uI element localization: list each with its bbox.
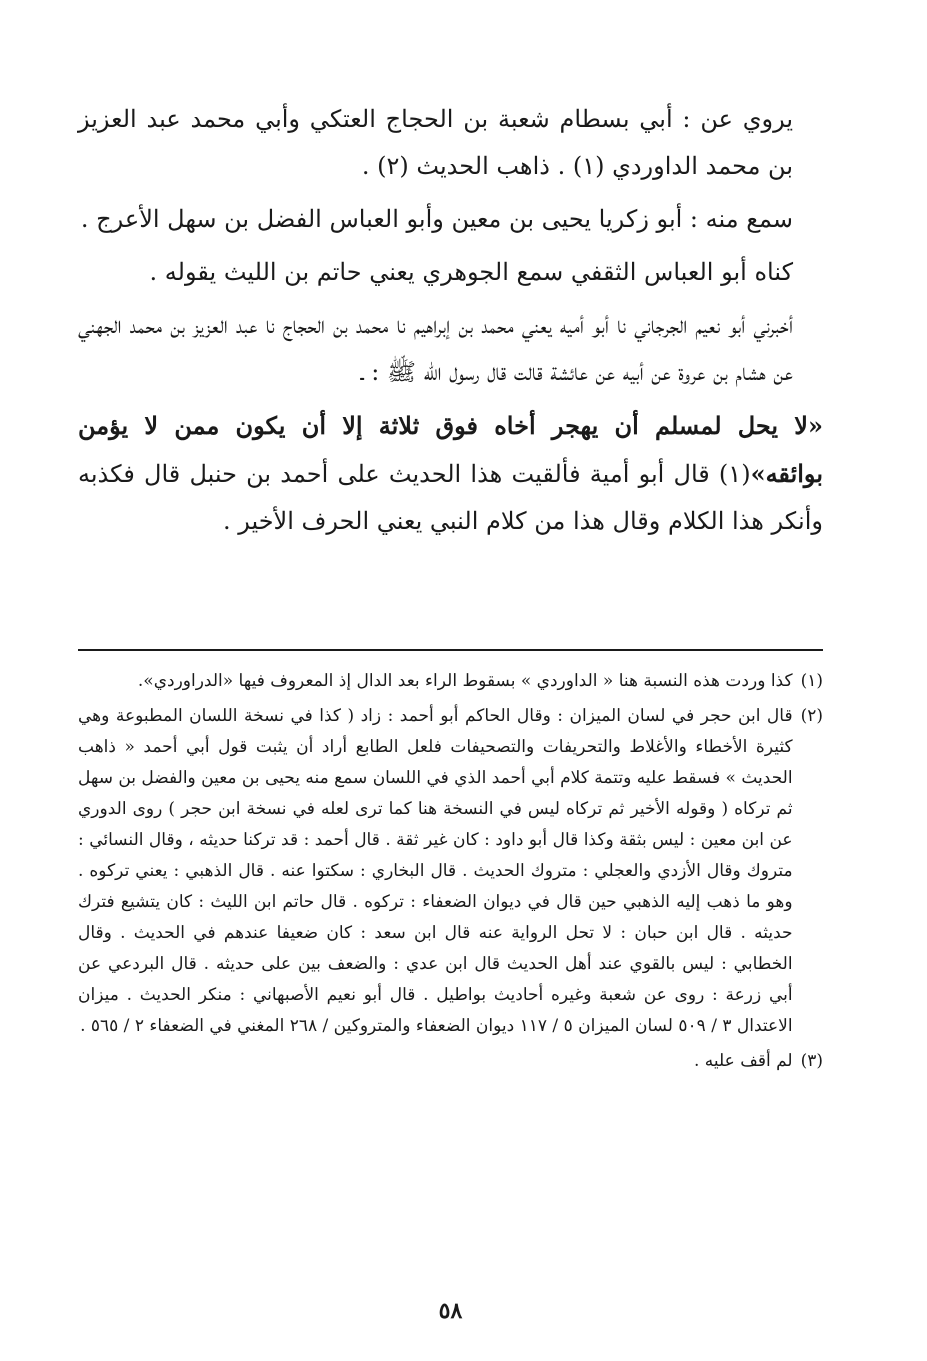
footnote-1: [78, 666, 823, 697]
footnote-number: (٢): [800, 706, 823, 726]
paragraph-isnad: أخبرني أبو نعيم الجرجاني نا أبو أميه يعني محمد بن إبراهيم نا محمد بن الحجاج نا عبد العزيز بن محمد الجهني عن هشام بن عروة عن أبيه عن عائشة قالت قال رسول الله ﷺ : ـ: [78, 311, 793, 386]
footnote-text: كذا وردت هذه النسبة هنا « الداوردي » بسقوط الراء بعد الدال إذ المعروف فيها «الدراوردي».: [137, 671, 793, 691]
paragraph-hadith: [78, 402, 823, 545]
footnote-number: (١): [800, 671, 823, 691]
footnote-text: قال ابن حجر في لسان الميزان : وقال الحاكم أبو أحمد : زاد ( كذا في نسخة اللسان المطبوعة وهي كثيرة الأخطاء والأغلاط والتحريفات والتصحيفات فلعل الطابع أراد أن يثبت قول أبي أحمد « ذاهب الحديث » فسقط عليه وتتمة كلام أبي أحمد الذي في اللسان سمع منه يحيى بن معين والفضل بن سهل ثم تركاه ( وقوله الأخير ثم تركاه ليس في النسخة هنا كما ترى لعله في نسخة ابن حجر ) روى الدوري عن ابن معين : ليس بثقة وكذا قال أبو داود : كان غير ثقة . قال أحمد : قد تركنا حديثه ، وقال النسائي : متروك وقال الأزدي والعجلي : متروك الحديث . قال البخاري : سكتوا عنه . قال الذهبي : يعني تركوه . وهو ما ذهب إليه الذهبي حين قال في ديوان الضعفاء : تركوه . قال حاتم ابن الليث : كان يتشيع فترك حديثه . قال ابن حبان : لا تحل الرواية عنه قال ابن سعد : كان ضعيفا عندهم في الحديث . وقال الخطابي : ليس بالقوي عند أهل الحديث قال ابن عدي : والضعف بين على حديثه . قال البردعي عن أبي زرعة : روى عن شعبة وغيره أحاديث بواطيل . قال أبو نعيم الأصبهاني : منكر الحديث . ميزان الاعتدال ٣ / ٥٠٩ لسان الميزان ٥ / ١١٧ ديوان الضعفاء والمتروكين / ٢٦٨ المغني في الضعفاء ٢ / ٥٦٥ .: [77, 706, 793, 1036]
footnote-number: (٣): [800, 1051, 823, 1071]
paragraph-heard-from: سمع منه : أبو زكريا يحيى بن معين وأبو العباس الفضل بن سهل الأعرج .: [80, 205, 793, 233]
paragraph-kunya: كناه أبو العباس الثقفي سمع الجوهري يعني حاتم بن الليث يقوله .: [149, 258, 793, 286]
footnotes: [78, 666, 823, 1081]
footnote-2: [78, 701, 823, 1042]
footnote-3: [78, 1046, 823, 1077]
page-number: ٥٨: [438, 1298, 463, 1324]
footnote-text: لم أقف عليه .: [694, 1051, 793, 1071]
hadith-text: «لا يحل لمسلم أن يهجر أخاه فوق ثلاثة إلا أن يكون ممن لا يؤمن بوائقه»: [78, 411, 823, 488]
footnote-divider: [78, 649, 823, 651]
main-text: [78, 96, 823, 545]
paragraph-narrators: يروي عن : أبي بسطام شعبة بن الحجاج العتكي وأبي محمد عبد العزيز بن محمد الداوردي (١) . ذاهب الحديث (٢) .: [78, 105, 793, 180]
document-page: [78, 96, 823, 1336]
hadith-commentary: (١) قال أبو أمية فألقيت هذا الحديث على أحمد بن حنبل قال فكذبه وأنكر هذا الكلام وقال هذا من كلام النبي يعني الحرف الأخير .: [78, 460, 823, 535]
